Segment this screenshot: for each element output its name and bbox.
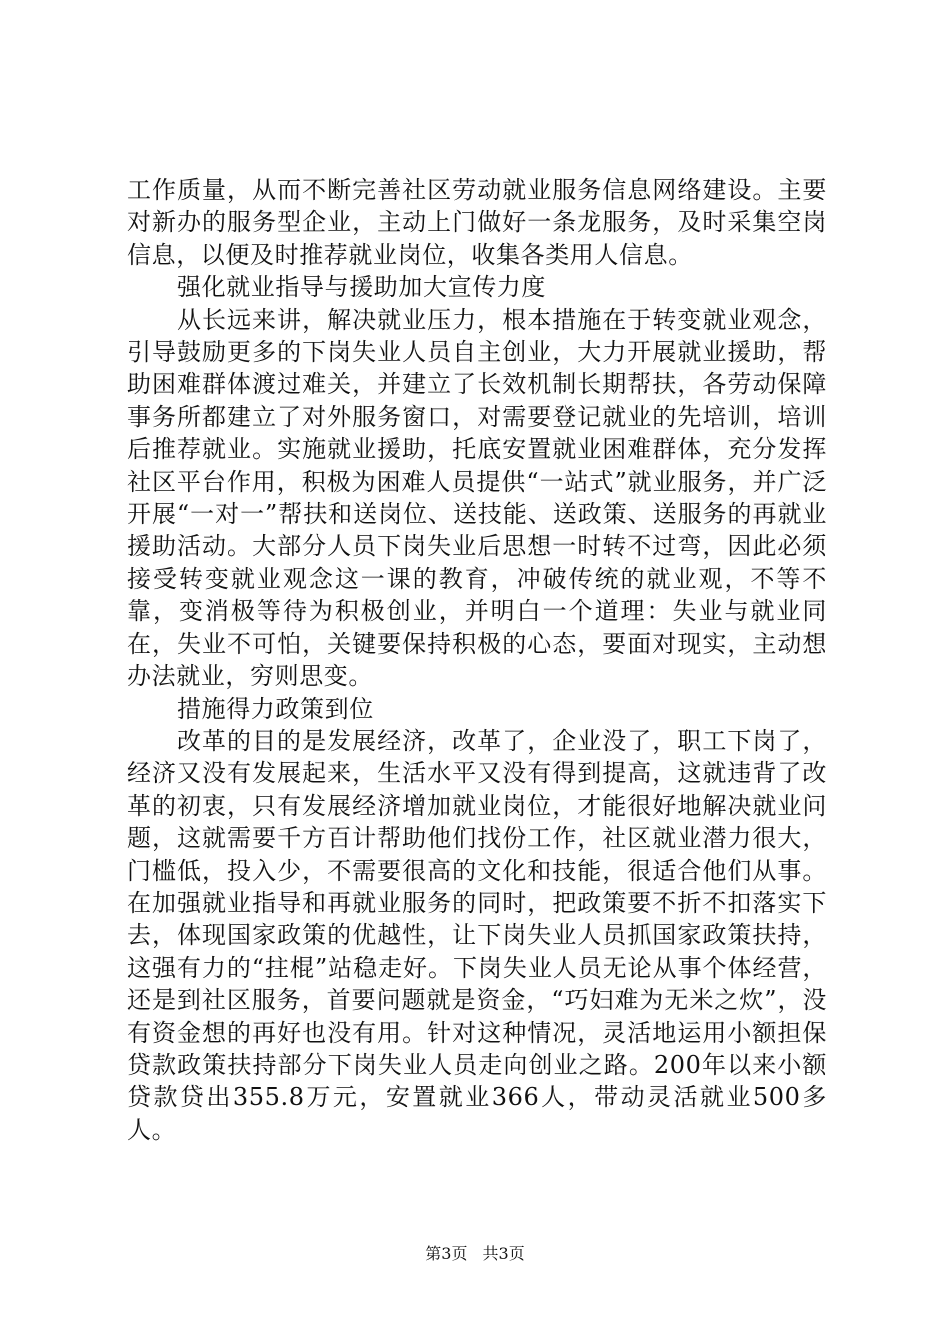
section-heading-employment-guidance: 强化就业指导与援助加大宣传力度: [177, 273, 546, 302]
paragraph-continuation: 工作质量，从而不断完善社区劳动就业服务信息网络建设。主要对新办的服务型企业，主动上门做好一条龙服务，及时采集空岗信息，以便及时推荐就业岗位，收集各类用人信息。: [127, 176, 827, 269]
page-total: 共3页: [482, 1244, 525, 1263]
page-number: 第3页: [425, 1244, 468, 1263]
paragraph-policy-measures: 改革的目的是发展经济，改革了，企业没了，职工下岗了，经济又没有发展起来，生活水平又没有得到提高，这就违背了改革的初衷，只有发展经济增加就业岗位，才能很好地解决就业问题，这就需要千方百计帮助他们找份工作，社区就业潜力很大，门槛低，投入少，不需要很高的文化和技能，很适合他们从事。在加强就业指导和再就业服务的同时，把政策要不折不扣落实下去，体现国家政策的优越性，让下岗失业人员抓国家政策扶持，这强有力的“拄棍”站稳走好。下岗失业人员无论从事个体经营，还是到社区服务，首要问题就是资金，“巧妇难为无米之炊”，没有资金想的再好也没有用。针对这种情况，灵活地运用小额担保贷款政策扶持部分下岗失业人员走向创业之路。200年以来小额贷款贷出355.8万元，安置就业366人，带动灵活就业500多人。: [127, 726, 827, 1144]
section-heading-policy-measures: 措施得力政策到位: [177, 694, 374, 723]
document-body: [127, 174, 827, 1146]
page-footer: [0, 1244, 950, 1264]
paragraph-employment-guidance: 从长远来讲，解决就业压力，根本措施在于转变就业观念，引导鼓励更多的下岗失业人员自主创业，大力开展就业援助，帮助困难群体渡过难关，并建立了长效机制长期帮扶，各劳动保障事务所都建立了对外服务窗口，对需要登记就业的先培训，培训后推荐就业。实施就业援助，托底安置就业困难群体，充分发挥社区平台作用，积极为困难人员提供“一站式”就业服务，并广泛开展“一对一”帮扶和送岗位、送技能、送政策、送服务的再就业援助活动。大部分人员下岗失业后思想一时转不过弯，因此必须接受转变就业观念这一课的教育，冲破传统的就业观，不等不靠，变消极等待为积极创业，并明白一个道理：失业与就业同在，失业不可怕，关键要保持积极的心态，要面对现实，主动想办法就业，穷则思变。: [127, 305, 827, 691]
